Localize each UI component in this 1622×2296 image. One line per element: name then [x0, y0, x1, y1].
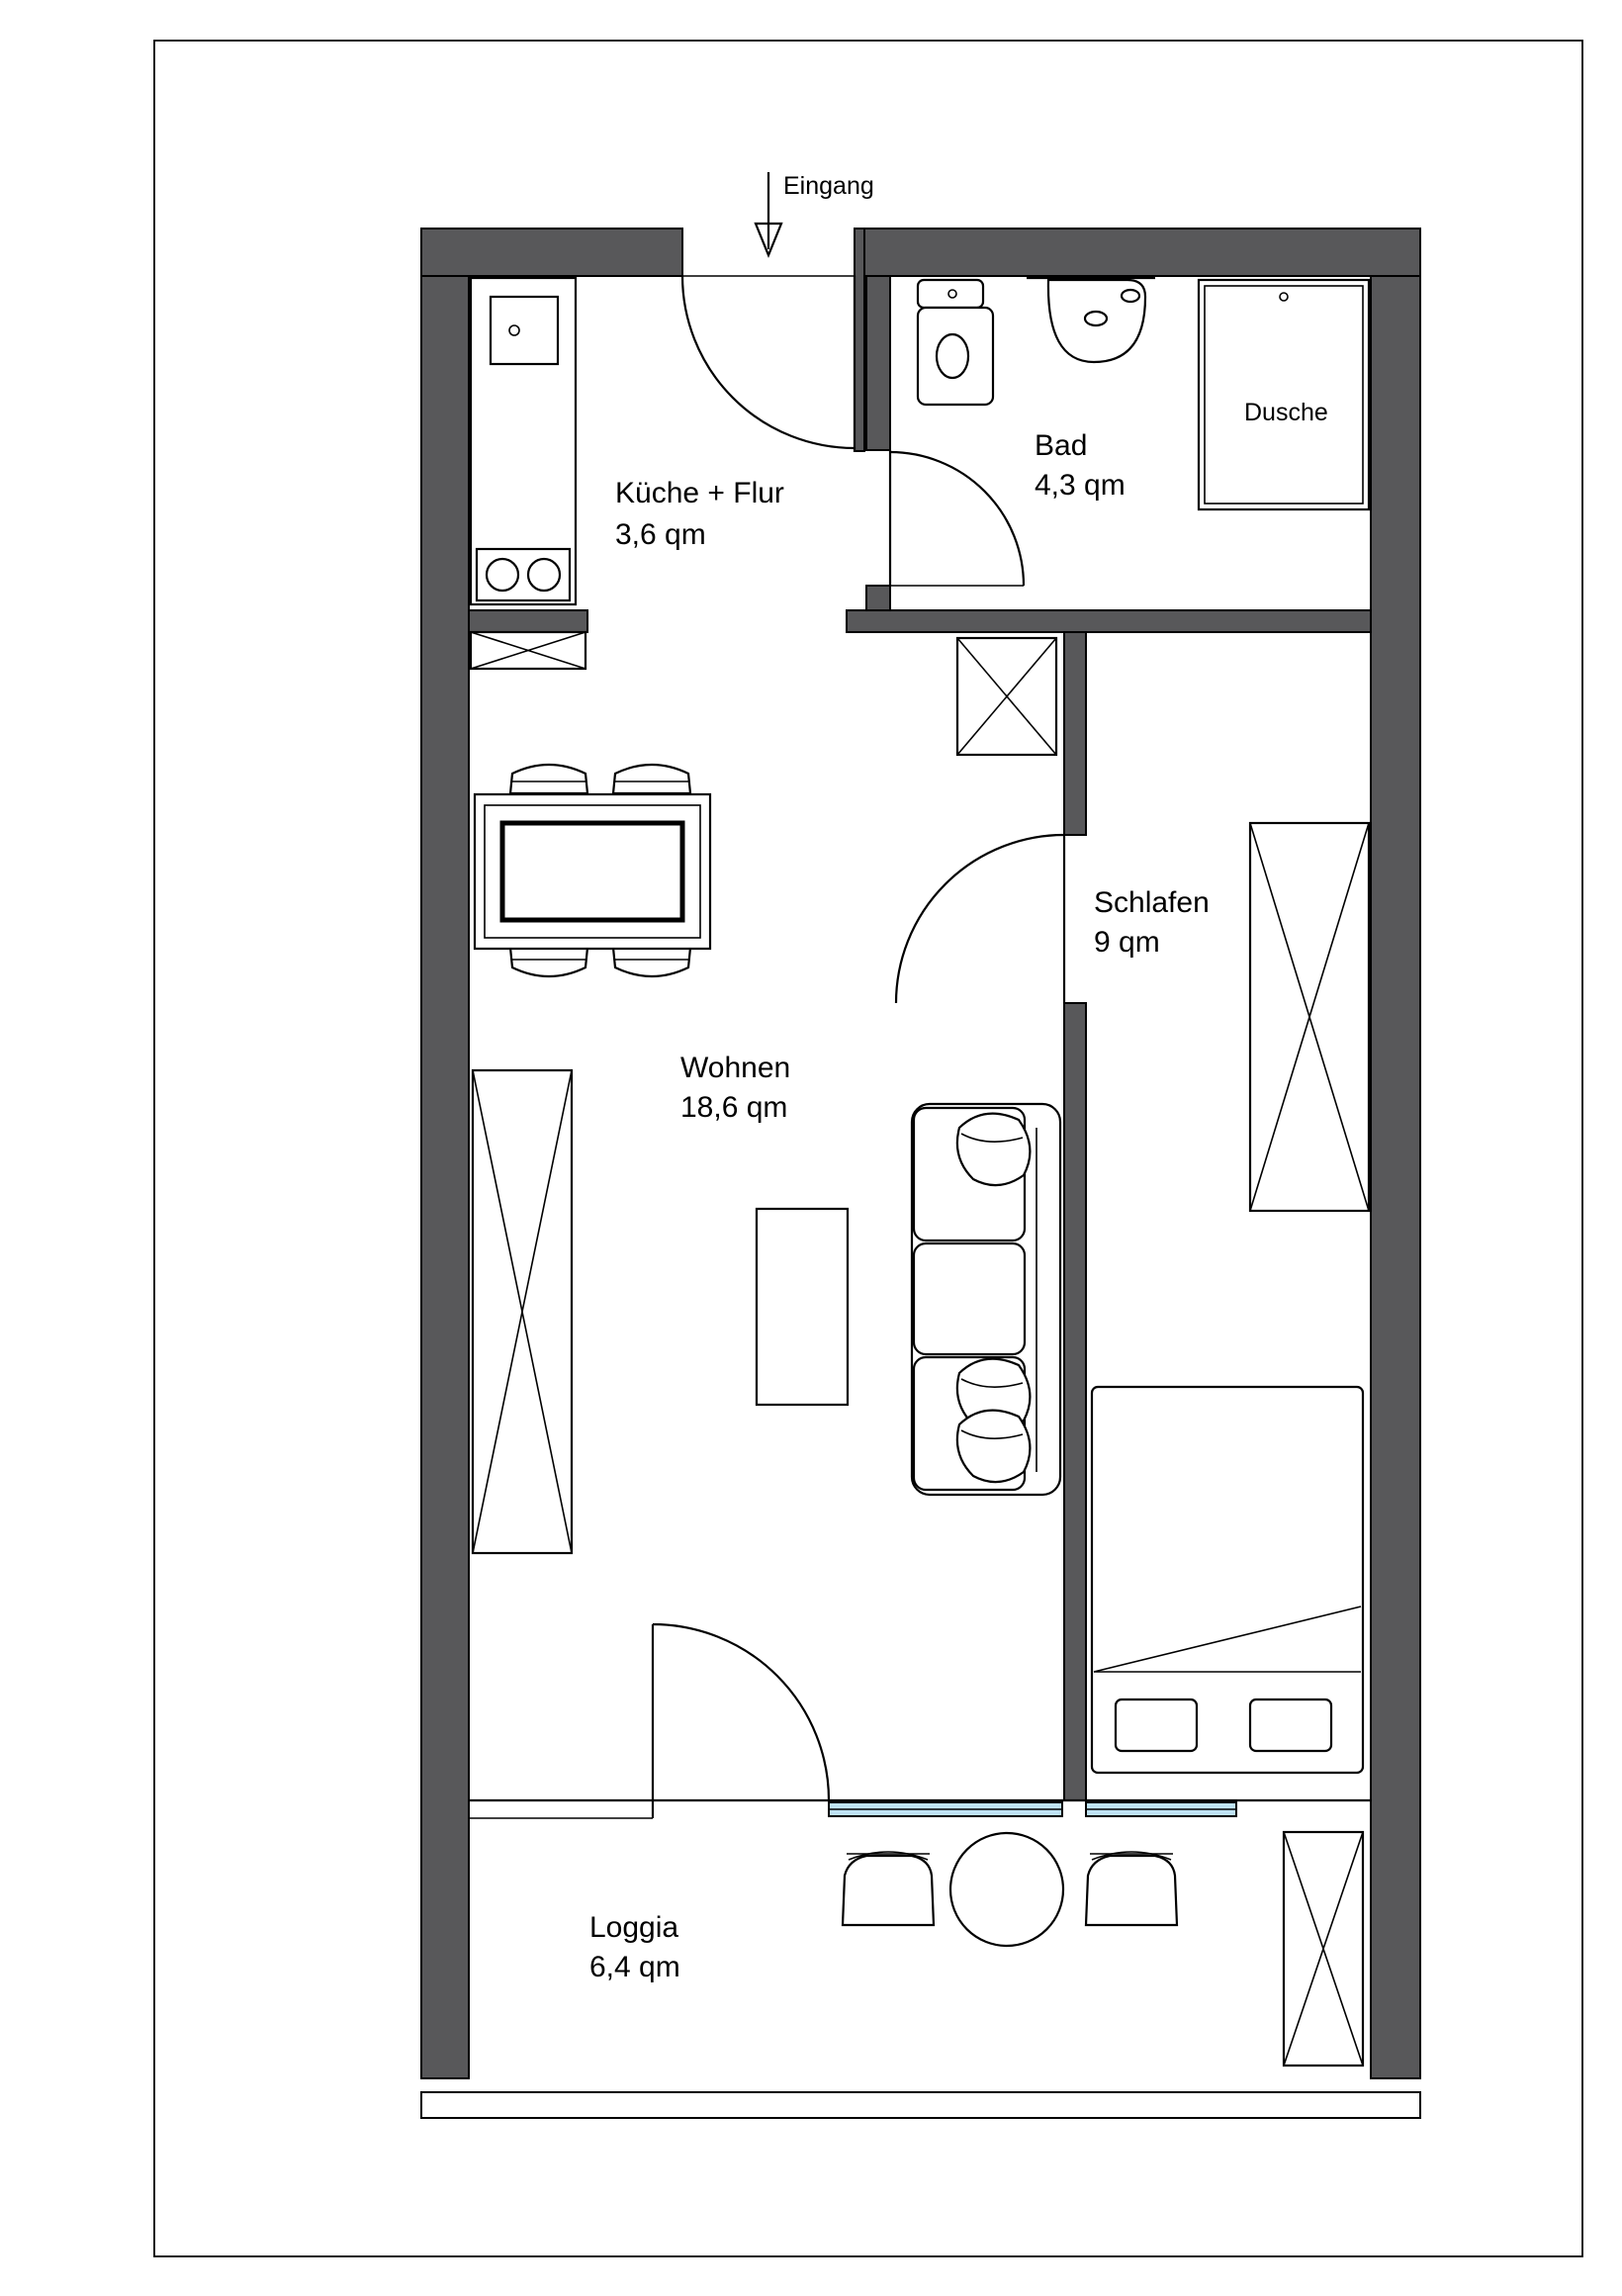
chair-icon — [613, 765, 690, 793]
chair-icon — [613, 948, 690, 976]
loggia-cabinet — [1284, 1832, 1363, 2066]
sink-icon — [491, 297, 558, 364]
living-name: Wohnen — [680, 1052, 791, 1084]
sofa — [912, 1104, 1060, 1495]
cushion-icon — [957, 1411, 1031, 1483]
chair-icon — [843, 1852, 934, 1925]
wall-bath-bottom — [847, 610, 1371, 632]
entrance-door — [682, 276, 855, 452]
bath-name: Bad — [1035, 429, 1088, 462]
entrance-label: Eingang — [783, 172, 874, 200]
wall-kitchen-stub — [469, 610, 587, 632]
chair-icon — [510, 765, 587, 793]
living-wardrobe — [473, 1070, 572, 1553]
wall-bath-left — [866, 276, 890, 450]
wall-bedroom-upper — [1064, 632, 1086, 835]
washbasin-icon — [1027, 278, 1155, 362]
chair-icon — [510, 948, 587, 976]
shower-tray — [1199, 280, 1369, 509]
cushion-icon — [957, 1114, 1031, 1186]
bedroom-wardrobe — [1250, 823, 1369, 1211]
wall-left — [421, 229, 469, 2078]
stove-icon — [477, 549, 570, 600]
loggia-area: 6,4 qm — [589, 1951, 680, 1983]
kitchen-area: 3,6 qm — [615, 518, 706, 551]
hall-cabinet — [957, 638, 1056, 755]
wall-right — [1371, 229, 1420, 2078]
entrance-arrow-icon — [756, 172, 781, 255]
loggia-name: Loggia — [589, 1911, 679, 1944]
shower-label: Dusche — [1244, 399, 1328, 426]
pillow-icon — [1250, 1699, 1331, 1751]
dining-table — [475, 765, 710, 976]
loggia-door — [653, 1624, 829, 1818]
kitchen-cabinet — [471, 632, 586, 669]
round-table — [950, 1833, 1063, 1946]
bedroom-door — [896, 835, 1064, 1003]
wall-bedroom-lower — [1064, 1003, 1086, 1800]
kitchen-counter — [471, 278, 576, 604]
living-area: 18,6 qm — [680, 1091, 788, 1124]
wall-top-right — [855, 229, 1420, 276]
toilet-icon — [918, 280, 993, 405]
wall-top-left — [421, 229, 682, 276]
chair-icon — [1086, 1852, 1177, 1925]
pillow-icon — [1116, 1699, 1197, 1751]
bed — [1092, 1387, 1363, 1773]
wall-entry-left-post — [855, 229, 864, 451]
loggia-furniture — [843, 1832, 1363, 2066]
kitchen-name: Küche + Flur — [615, 477, 784, 509]
bath-door — [890, 450, 1024, 586]
bath-area: 4,3 qm — [1035, 469, 1126, 502]
coffee-table — [757, 1209, 848, 1405]
balcony-rail — [421, 2092, 1420, 2118]
bedroom-name: Schlafen — [1094, 886, 1210, 919]
wall-bath-left-stub — [866, 586, 890, 610]
bedroom-area: 9 qm — [1094, 926, 1160, 959]
